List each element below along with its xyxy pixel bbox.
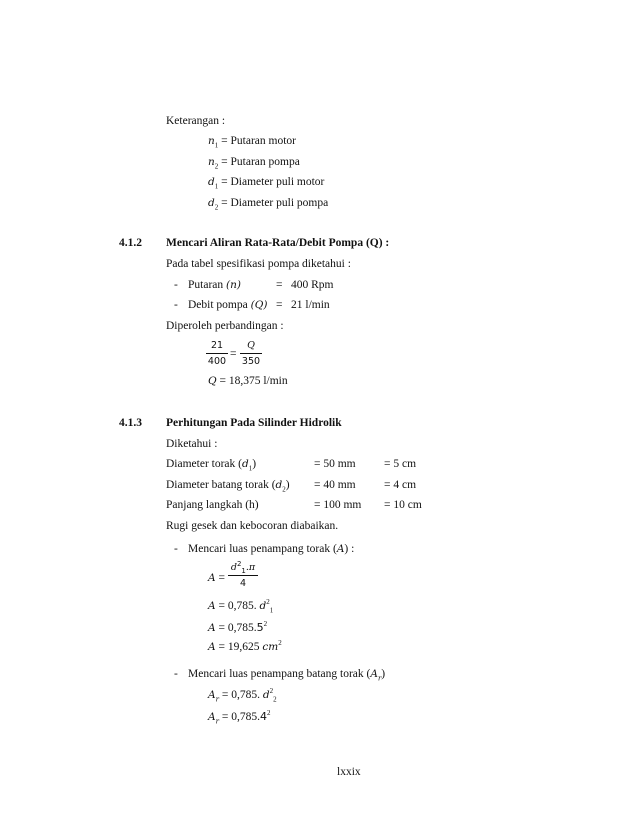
luas-batang-heading [188,669,385,681]
keterangan-item [208,198,328,210]
symbol: A [208,622,216,634]
expression: = 0,785. [218,622,257,634]
heading-text: Mencari luas penampang batang torak ( [188,668,371,680]
value-cm: = 4 cm [384,479,417,491]
equals-sign: = [230,348,237,360]
description: Putaran pompa [230,156,300,168]
description: Putaran motor [230,135,296,147]
equals-sign: = [276,299,283,311]
denominator: 400 [206,353,228,367]
pi-term: .π [245,562,256,573]
diameter-torak-label [166,459,256,471]
subscript: 2 [282,485,286,494]
numerator [228,559,258,575]
rugi-gesek-text: Rugi gesek dan kebocoran diabaikan. [166,520,339,532]
symbol: (n) [226,279,241,291]
equals-sign: = [218,572,225,584]
value-mm: = 100 mm [314,499,362,511]
expression: = 0,785. [221,689,260,701]
subscript: 1 [214,182,219,191]
equals-sign: = [221,176,228,188]
value-mm: = 40 mm [314,479,356,491]
symbol: d [208,176,215,188]
symbol: A [208,711,216,723]
keterangan-item [208,157,300,169]
section-number-412: 4.1.2 [119,237,142,249]
value-cm: = 5 cm [384,458,417,470]
formula-a-line2 [208,598,274,615]
superscript: 2 [278,639,282,648]
subscript: 1 [241,566,246,575]
subscript: 1 [248,464,253,473]
fraction [206,340,228,367]
formula-a-line3 [208,622,267,635]
formula-a-line4 [208,639,282,654]
numerator: Q [247,340,255,351]
result-q [208,376,288,388]
symbol: d [208,197,215,209]
symbol: d [230,562,237,573]
label-text: Debit pompa [188,299,248,311]
section-title-413: Perhitungan Pada Silinder Hidrolik [166,417,342,429]
section-number-413: 4.1.3 [119,417,142,429]
close-paren: ) [285,479,290,491]
symbol: d [259,600,267,612]
label-text: Putaran [188,279,224,291]
putaran-value: 400 Rpm [291,279,334,291]
symbol: (Q) [250,299,268,311]
subscript: r [215,695,219,704]
close-paren: ) : [344,543,355,555]
label-text: Diameter torak ( [166,458,242,470]
symbol: A [370,668,378,680]
list-dash: - [174,299,178,311]
formula-ar-line1 [208,687,277,704]
equals-sign: = [221,197,228,209]
value-mm: = 50 mm [314,458,356,470]
fraction [228,559,258,589]
subscript: 1 [214,141,219,150]
symbol: A [208,641,216,653]
keterangan-item [208,177,324,189]
superscript: 2 [269,687,274,696]
heading-text: Mencari luas penampang torak ( [188,543,337,555]
symbol: d [242,458,249,470]
close-paren: ) [252,458,257,470]
symbol: n [208,135,215,147]
value: 4 [259,710,267,723]
perbandingan-text: Diperoleh perbandingan : [166,320,284,332]
diameter-batang-label [166,480,290,492]
label-text: Diameter batang torak ( [166,479,276,491]
close-paren: ) [381,668,386,680]
expression: = 0,785. [218,600,257,612]
panjang-langkah-label: Panjang langkah (h) [166,499,259,511]
equals-sign: = [276,279,283,291]
luas-torak-heading [188,544,354,556]
page-number: lxxix [337,766,361,778]
superscript: 2 [266,598,270,607]
subscript: 2 [214,203,219,212]
keterangan-item [208,136,296,148]
superscript: 2 [266,709,271,718]
subscript: 1 [269,606,274,615]
description: Diameter puli pompa [230,197,329,209]
superscript: 2 [236,559,242,568]
keterangan-heading: Keterangan : [166,115,226,127]
value-cm: = 10 cm [384,499,422,511]
expression: = 0,785. [221,711,260,723]
debit-value: 21 l/min [291,299,330,311]
symbol: d [275,479,283,491]
numerator: 21 [210,340,224,351]
subscript: 2 [273,695,277,704]
denominator: 4 [228,575,258,589]
equals-sign: = [221,156,228,168]
symbol: Q [208,375,217,387]
subscript: r [377,674,382,683]
description: Diameter puli motor [230,176,325,188]
unit: cm [262,641,279,653]
list-dash: - [174,279,178,291]
denominator: 350 [240,353,262,367]
debit-label [188,300,267,312]
formula-ar-line2 [208,711,270,724]
symbol: A [208,572,216,584]
list-dash: - [174,543,178,555]
equals-sign: = [221,135,228,147]
superscript: 2 [263,620,268,629]
subscript: r [215,717,219,726]
formula-a-lhs [208,573,225,585]
symbol: n [208,156,215,168]
expression: = 19,625 [218,641,260,653]
putaran-label [188,280,241,292]
subscript: 2 [214,162,219,171]
section-412-intro: Pada tabel spesifikasi pompa diketahui : [166,258,351,270]
section-title-412: Mencari Aliran Rata-Rata/Debit Pompa (Q) : [166,237,390,249]
result-value: = 18,375 l/min [219,375,288,387]
diketahui-text: Diketahui : [166,438,218,450]
symbol: A [208,600,216,612]
symbol: A [208,689,216,701]
symbol: A [336,543,345,555]
value: 5 [256,621,264,634]
fraction [240,340,262,367]
list-dash: - [174,668,178,680]
symbol: d [262,689,270,701]
